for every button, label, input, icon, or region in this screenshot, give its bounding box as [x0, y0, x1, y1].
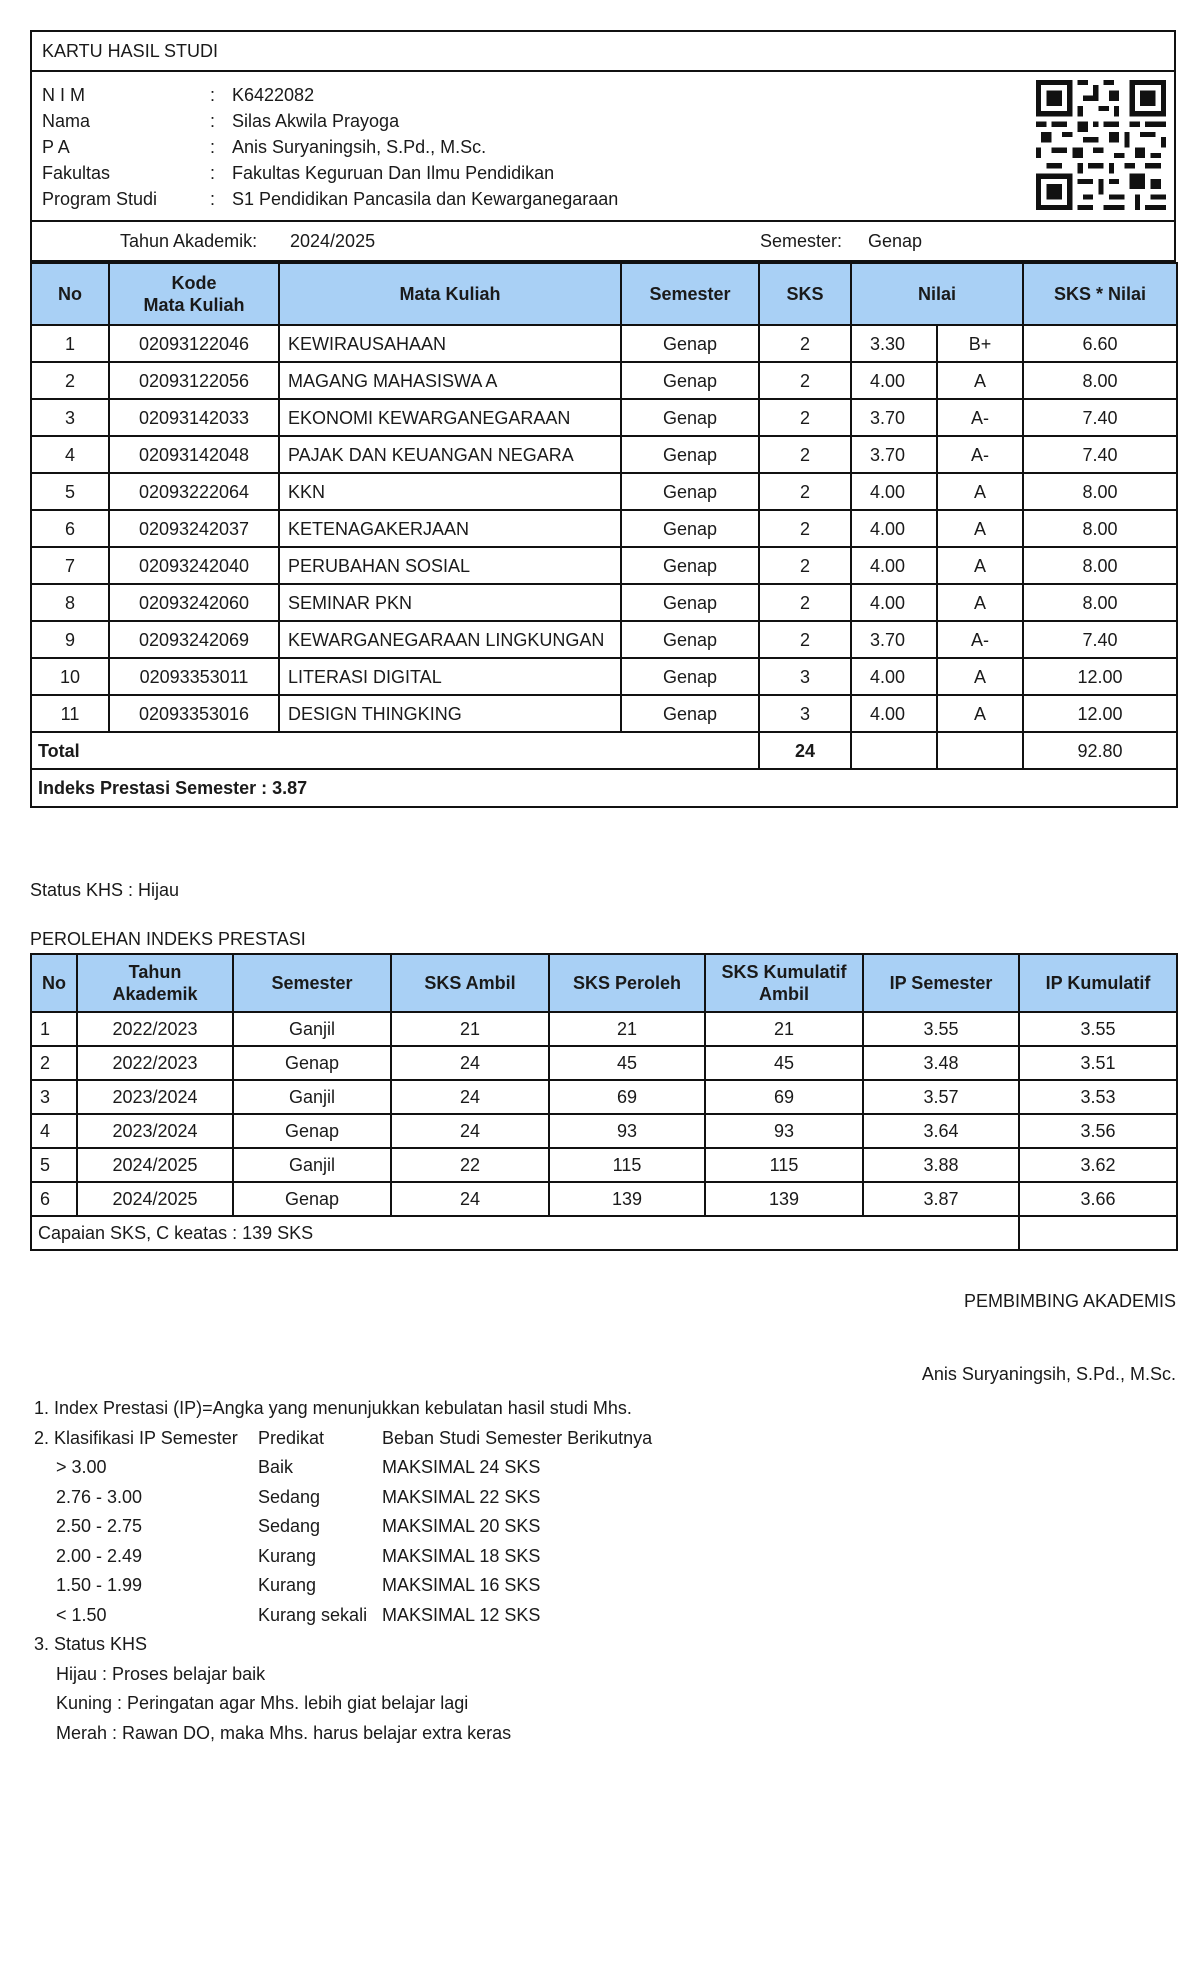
info-row-fakultas: Fakultas : Fakultas Keguruan Dan Ilmu Pendidikan [42, 163, 555, 183]
course-semester: Genap [621, 658, 759, 695]
course-grade-letter: B+ [937, 325, 1023, 362]
perolehan-table [30, 953, 1178, 1251]
course-grade-number: 4.00 [851, 473, 937, 510]
course-no: 4 [31, 436, 109, 473]
course-no: 6 [31, 510, 109, 547]
ip-row-no: 1 [31, 1012, 77, 1046]
ip-row-sks-kumulatif: 93 [705, 1114, 863, 1148]
klasifikasi-row: 2.76 - 3.00 Sedang MAKSIMAL 22 SKS [56, 1486, 541, 1507]
course-grade-letter: A [937, 658, 1023, 695]
course-grade-letter: A [937, 510, 1023, 547]
course-sks: 2 [759, 399, 851, 436]
perolehan-title: PEROLEHAN INDEKS PRESTASI [30, 929, 306, 949]
course-name: LITERASI DIGITAL [279, 658, 621, 695]
table-row [31, 1114, 1177, 1148]
course-name: KEWIRAUSAHAAN [279, 325, 621, 362]
table-row [31, 695, 1177, 732]
qr-code-icon [1036, 80, 1166, 210]
course-grade-letter: A- [937, 621, 1023, 658]
course-sks: 2 [759, 510, 851, 547]
ip-row-no: 6 [31, 1182, 77, 1216]
course-sks: 2 [759, 436, 851, 473]
course-no: 1 [31, 325, 109, 362]
table-row [31, 510, 1177, 547]
note-2-header: 2. Klasifikasi IP Semester Predikat Beban Studi Semester Berikutnya [34, 1427, 653, 1448]
course-semester: Genap [621, 399, 759, 436]
total-sks: 24 [759, 732, 851, 769]
ip-row-sks-peroleh: 69 [549, 1080, 705, 1114]
ip-row-no: 3 [31, 1080, 77, 1114]
ip-row-sks-peroleh: 115 [549, 1148, 705, 1182]
course-weighted: 12.00 [1023, 658, 1177, 695]
course-weighted: 8.00 [1023, 473, 1177, 510]
course-semester: Genap [621, 584, 759, 621]
status-khs: Status KHS : Hijau [30, 880, 180, 900]
col-nilai: Nilai [851, 263, 1023, 325]
table-row [31, 399, 1177, 436]
course-semester: Genap [621, 510, 759, 547]
course-no: 10 [31, 658, 109, 695]
table-row [31, 1046, 1177, 1080]
ip-row-semester: Ganjil [233, 1080, 391, 1114]
note-3-header: 3. Status KHS [34, 1634, 148, 1654]
course-no: 2 [31, 362, 109, 399]
course-grade-number: 4.00 [851, 658, 937, 695]
course-grade-number: 4.00 [851, 362, 937, 399]
ip-row-tahun: 2024/2025 [77, 1148, 233, 1182]
ip-row-sks-ambil: 24 [391, 1114, 549, 1148]
course-semester: Genap [621, 436, 759, 473]
status-note: Kuning : Peringatan agar Mhs. lebih giat belajar lagi [56, 1693, 469, 1713]
course-weighted: 7.40 [1023, 399, 1177, 436]
course-sks: 2 [759, 584, 851, 621]
ip-row-sks-ambil: 24 [391, 1046, 549, 1080]
course-name: EKONOMI KEWARGANEGARAAN [279, 399, 621, 436]
signature-name: Anis Suryaningsih, S.Pd., M.Sc. [921, 1364, 1176, 1384]
course-name: PERUBAHAN SOSIAL [279, 547, 621, 584]
course-weighted: 6.60 [1023, 325, 1177, 362]
ip-row-sks-ambil: 21 [391, 1012, 549, 1046]
course-semester: Genap [621, 362, 759, 399]
nama-value: Silas Akwila Prayoga [232, 111, 400, 131]
capaian-text: Capaian SKS, C keatas : 139 SKS [31, 1216, 1019, 1250]
col-kode: Kode Mata Kuliah [109, 263, 279, 325]
course-weighted: 8.00 [1023, 584, 1177, 621]
col-sks: SKS [759, 263, 851, 325]
course-grade-letter: A- [937, 436, 1023, 473]
ip-row-sks-kumulatif: 45 [705, 1046, 863, 1080]
course-grade-letter: A [937, 695, 1023, 732]
course-grade-number: 4.00 [851, 584, 937, 621]
klasifikasi-row: > 3.00 Baik MAKSIMAL 24 SKS [56, 1457, 541, 1477]
ip-row-semester: Genap [233, 1182, 391, 1216]
course-weighted: 7.40 [1023, 436, 1177, 473]
course-code: 02093353011 [109, 658, 279, 695]
course-sks: 3 [759, 695, 851, 732]
course-semester: Genap [621, 325, 759, 362]
table-row [31, 362, 1177, 399]
ip-row-ip-kumulatif: 3.62 [1019, 1148, 1177, 1182]
ip-row-no: 5 [31, 1148, 77, 1182]
ip-row-sks-peroleh: 21 [549, 1012, 705, 1046]
ip-row-ip-semester: 3.48 [863, 1046, 1019, 1080]
course-name: PAJAK DAN KEUANGAN NEGARA [279, 436, 621, 473]
semester-label: Semester: [760, 231, 843, 251]
course-grade-number: 4.00 [851, 510, 937, 547]
prodi-value: S1 Pendidikan Pancasila dan Kewarganegaraan [232, 189, 619, 209]
course-no: 5 [31, 473, 109, 510]
course-no: 8 [31, 584, 109, 621]
table-row [31, 1012, 1177, 1046]
course-name: SEMINAR PKN [279, 584, 621, 621]
ip-row-ip-semester: 3.64 [863, 1114, 1019, 1148]
perolehan-header-row [31, 954, 1177, 1012]
course-grade-letter: A [937, 547, 1023, 584]
ip-row-sks-kumulatif: 21 [705, 1012, 863, 1046]
ip-row-no: 2 [31, 1046, 77, 1080]
ip-row-ip-kumulatif: 3.53 [1019, 1080, 1177, 1114]
pa-value: Anis Suryaningsih, S.Pd., M.Sc. [232, 137, 487, 157]
col-semester: Semester [233, 954, 391, 1012]
status-note: Merah : Rawan DO, maka Mhs. harus belajar extra keras [56, 1722, 512, 1743]
ip-row-tahun: 2024/2025 [77, 1182, 233, 1216]
course-name: DESIGN THINGKING [279, 695, 621, 732]
col-ip-kumulatif: IP Kumulatif [1019, 954, 1177, 1012]
ip-row-ip-kumulatif: 3.55 [1019, 1012, 1177, 1046]
klasifikasi-row: < 1.50 Kurang sekali MAKSIMAL 12 SKS [56, 1604, 541, 1625]
total-label: Total [31, 732, 759, 769]
notes-section [34, 1394, 652, 1748]
ip-row-semester: Ganjil [233, 1012, 391, 1046]
ip-row-ip-semester: 3.88 [863, 1148, 1019, 1182]
table-row [31, 473, 1177, 510]
table-row [31, 1080, 1177, 1114]
table-row [31, 658, 1177, 695]
total-bobot: 92.80 [1023, 732, 1177, 769]
table-row [31, 1182, 1177, 1216]
ip-row-ip-kumulatif: 3.56 [1019, 1114, 1177, 1148]
col-semester: Semester [621, 263, 759, 325]
tahun-value: 2024/2025 [290, 231, 376, 251]
table-row [31, 547, 1177, 584]
khs-table [30, 262, 1178, 808]
course-no: 7 [31, 547, 109, 584]
col-mata-kuliah: Mata Kuliah [279, 263, 621, 325]
course-grade-number: 3.30 [851, 325, 937, 362]
ip-row-tahun: 2023/2024 [77, 1080, 233, 1114]
course-code: 02093142048 [109, 436, 279, 473]
ips-row [31, 769, 1177, 807]
course-weighted: 8.00 [1023, 547, 1177, 584]
note-1: 1. Index Prestasi (IP)=Angka yang menunjukkan kebulatan hasil studi Mhs. [34, 1398, 632, 1418]
academic-year-row [32, 222, 1174, 260]
course-code: 02093242040 [109, 547, 279, 584]
khs-card [30, 30, 1176, 262]
ip-row-sks-kumulatif: 115 [705, 1148, 863, 1182]
course-name: KETENAGAKERJAAN [279, 510, 621, 547]
col-sks-ambil: SKS Ambil [391, 954, 549, 1012]
col-no: No [31, 263, 109, 325]
fakultas-value: Fakultas Keguruan Dan Ilmu Pendidikan [232, 163, 555, 183]
ip-row-sks-peroleh: 45 [549, 1046, 705, 1080]
ip-row-ip-semester: 3.87 [863, 1182, 1019, 1216]
course-no: 9 [31, 621, 109, 658]
course-code: 02093242037 [109, 510, 279, 547]
klasifikasi-row: 2.50 - 2.75 Sedang MAKSIMAL 20 SKS [56, 1516, 541, 1536]
course-sks: 2 [759, 473, 851, 510]
course-code: 02093242069 [109, 621, 279, 658]
course-semester: Genap [621, 695, 759, 732]
nim-value: K6422082 [232, 85, 315, 105]
ip-row-semester: Ganjil [233, 1148, 391, 1182]
ip-row-sks-peroleh: 139 [549, 1182, 705, 1216]
course-weighted: 8.00 [1023, 362, 1177, 399]
ip-row-semester: Genap [233, 1114, 391, 1148]
course-sks: 2 [759, 362, 851, 399]
ip-row-ip-kumulatif: 3.51 [1019, 1046, 1177, 1080]
ip-row-ip-semester: 3.57 [863, 1080, 1019, 1114]
ip-row-sks-ambil: 22 [391, 1148, 549, 1182]
semester-value: Genap [868, 231, 923, 251]
course-semester: Genap [621, 621, 759, 658]
course-code: 02093222064 [109, 473, 279, 510]
table-row [31, 584, 1177, 621]
course-weighted: 12.00 [1023, 695, 1177, 732]
klasifikasi-row: 1.50 - 1.99 Kurang MAKSIMAL 16 SKS [56, 1575, 541, 1595]
course-code: 02093353016 [109, 695, 279, 732]
course-grade-letter: A [937, 473, 1023, 510]
course-grade-number: 4.00 [851, 547, 937, 584]
klasifikasi-row: 2.00 - 2.49 Kurang MAKSIMAL 18 SKS [56, 1545, 541, 1566]
col-ip-semester: IP Semester [863, 954, 1019, 1012]
info-row-nama: Nama : Silas Akwila Prayoga [42, 111, 400, 131]
course-grade-number: 3.70 [851, 436, 937, 473]
status-note: Hijau : Proses belajar baik [56, 1663, 266, 1684]
course-no: 3 [31, 399, 109, 436]
course-name: KKN [279, 473, 621, 510]
page-title: KARTU HASIL STUDI [32, 32, 1174, 72]
ip-row-sks-ambil: 24 [391, 1080, 549, 1114]
capaian-row [31, 1216, 1177, 1250]
course-semester: Genap [621, 547, 759, 584]
col-sks-kumulatif: SKS Kumulatif Ambil [705, 954, 863, 1012]
course-code: 02093122056 [109, 362, 279, 399]
total-row [31, 732, 1177, 769]
ip-row-semester: Genap [233, 1046, 391, 1080]
col-no: No [31, 954, 77, 1012]
col-sks-nilai: SKS * Nilai [1023, 263, 1177, 325]
course-weighted: 7.40 [1023, 621, 1177, 658]
course-name: KEWARGANEGARAAN LINGKUNGAN [279, 621, 621, 658]
course-semester: Genap [621, 473, 759, 510]
col-sks-peroleh: SKS Peroleh [549, 954, 705, 1012]
ip-row-sks-peroleh: 93 [549, 1114, 705, 1148]
ip-row-ip-kumulatif: 3.66 [1019, 1182, 1177, 1216]
info-row-pa: P A : Anis Suryaningsih, S.Pd., M.Sc. [42, 137, 487, 157]
student-info [32, 72, 1174, 222]
table-row [31, 621, 1177, 658]
course-grade-letter: A [937, 362, 1023, 399]
course-grade-number: 4.00 [851, 695, 937, 732]
ip-row-sks-ambil: 24 [391, 1182, 549, 1216]
course-sks: 2 [759, 621, 851, 658]
signature-title: PEMBIMBING AKADEMIS [963, 1291, 1176, 1311]
course-no: 11 [31, 695, 109, 732]
course-sks: 2 [759, 325, 851, 362]
course-grade-number: 3.70 [851, 621, 937, 658]
course-sks: 3 [759, 658, 851, 695]
khs-header-row [31, 263, 1177, 325]
table-row [31, 325, 1177, 362]
course-sks: 2 [759, 547, 851, 584]
table-row [31, 436, 1177, 473]
course-grade-letter: A [937, 584, 1023, 621]
course-code: 02093242060 [109, 584, 279, 621]
ip-row-sks-kumulatif: 139 [705, 1182, 863, 1216]
course-name: MAGANG MAHASISWA A [279, 362, 621, 399]
info-row-nim: N I M : K6422082 [42, 85, 315, 105]
col-tahun: Tahun Akademik [77, 954, 233, 1012]
ip-row-ip-semester: 3.55 [863, 1012, 1019, 1046]
course-code: 02093142033 [109, 399, 279, 436]
table-row [31, 1148, 1177, 1182]
khs-page [30, 30, 1176, 808]
ip-row-sks-kumulatif: 69 [705, 1080, 863, 1114]
course-grade-letter: A- [937, 399, 1023, 436]
course-grade-number: 3.70 [851, 399, 937, 436]
ips-text: Indeks Prestasi Semester : 3.87 [31, 769, 1177, 807]
course-code: 02093122046 [109, 325, 279, 362]
course-weighted: 8.00 [1023, 510, 1177, 547]
ip-row-tahun: 2022/2023 [77, 1012, 233, 1046]
tahun-label: Tahun Akademik: [120, 231, 258, 251]
ip-row-no: 4 [31, 1114, 77, 1148]
ip-row-tahun: 2023/2024 [77, 1114, 233, 1148]
info-row-prodi: Program Studi : S1 Pendidikan Pancasila dan Kewarganegaraan [42, 189, 619, 209]
ip-row-tahun: 2022/2023 [77, 1046, 233, 1080]
